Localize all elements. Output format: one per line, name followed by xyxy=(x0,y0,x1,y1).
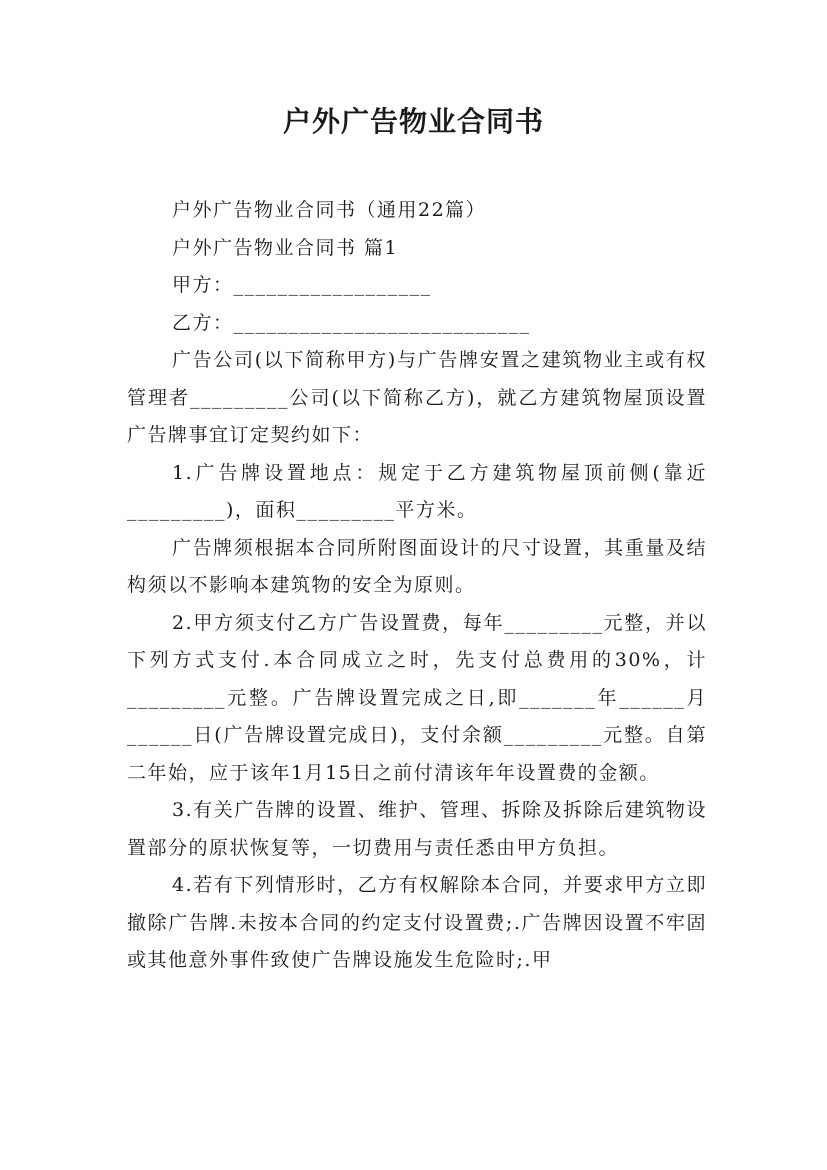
document-body xyxy=(127,192,707,980)
document-title: 户外广告物业合同书 xyxy=(282,105,544,138)
paragraph-section-heading: 户外广告物业合同书 篇1 xyxy=(172,236,399,259)
paragraph-clause-4: 4.若有下列情形时，乙方有权解除本合同，并要求甲方立即撤除广告牌.未按本合同的约定支付设置费;.广告牌因设置不牢固或其他意外事件致使广告牌设施发生危险时;.甲 xyxy=(127,874,707,971)
paragraph-clause-1-detail: 广告牌须根据本合同所附图面设计的尺寸设置，其重量及结构须以不影响本建筑物的安全为原则。 xyxy=(127,536,707,596)
paragraph-party-a: 甲方：__________________ xyxy=(172,274,432,296)
paragraph-subtitle: 户外广告物业合同书（通用22篇） xyxy=(172,199,487,221)
paragraph-clause-2: 2.甲方须支付乙方广告设置费，每年_________元整，并以下列方式支付.本合同成立之时，先支付总费用的30%，计_________元整。广告牌设置完成之日,即_______年______月______日(广告牌设置完成日)，支付余额_________元整。自第二年始，应于该年1月15日之前付清该年年设置费的金额。 xyxy=(127,611,707,784)
paragraph-party-b: 乙方：___________________________ xyxy=(172,311,531,334)
paragraph-preamble: 广告公司(以下简称甲方)与广告牌安置之建筑物业主或有权管理者_________公司(以下简称乙方)，就乙方建筑物屋顶设置广告牌事宜订定契约如下： xyxy=(127,349,707,446)
paragraph-clause-3: 3.有关广告牌的设置、维护、管理、拆除及拆除后建筑物设置部分的原状恢复等，一切费用与责任悉由甲方负担。 xyxy=(127,799,707,859)
paragraph-clause-1: 1.广告牌设置地点：规定于乙方建筑物屋顶前侧(靠近_________)，面积_________平方米。 xyxy=(127,461,707,521)
